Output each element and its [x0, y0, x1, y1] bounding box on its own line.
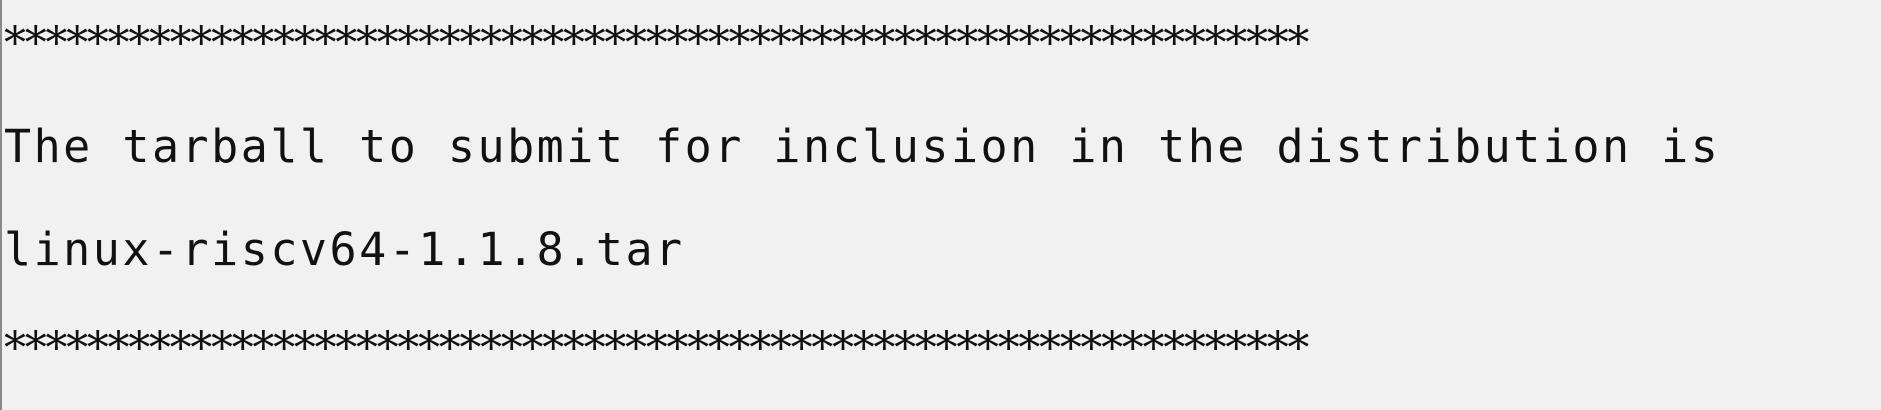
separator-line-top: ***************************************************************	[4, 18, 1309, 69]
tarball-filename: linux-riscv64-1.1.8.tar	[4, 223, 685, 276]
separator-line-bottom: ***************************************************************	[4, 323, 1309, 374]
message-line: The tarball to submit for inclusion in the distribution is	[4, 120, 1721, 173]
